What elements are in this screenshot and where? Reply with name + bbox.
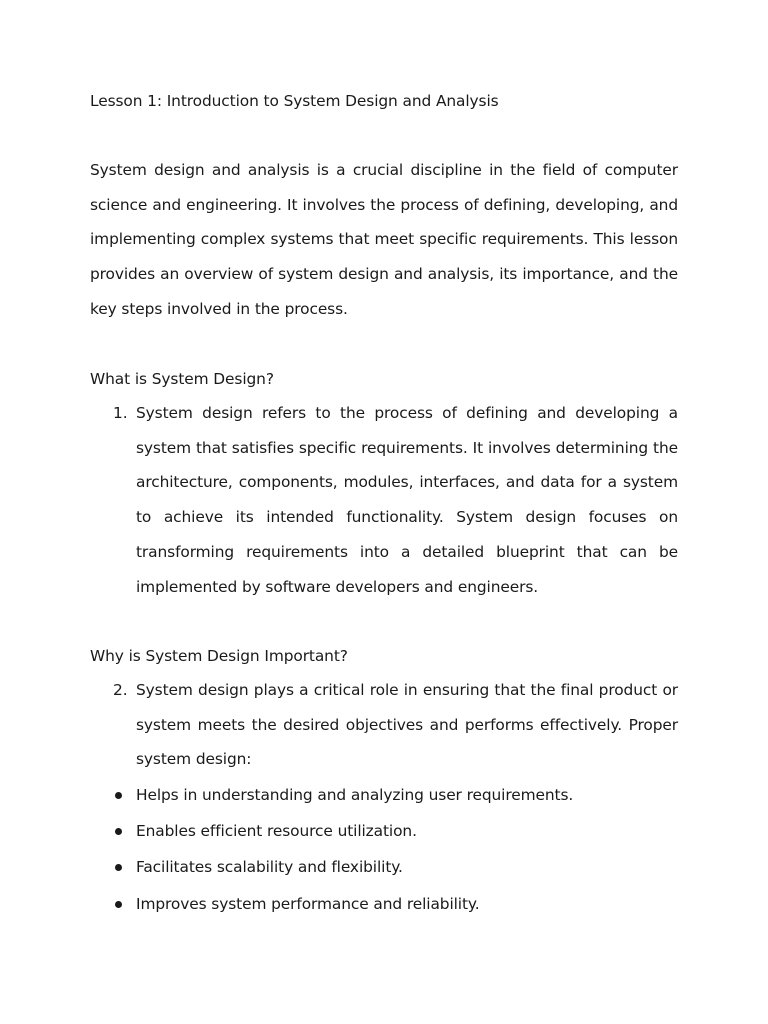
section-heading-what: What is System Design? (90, 370, 274, 388)
bullet-icon (115, 828, 122, 835)
list-item-2-text: System design plays a critical role in ensuring that the final product or system meets the desired objectives and performs effectively. Proper system design: (136, 681, 678, 769)
lesson-title: Lesson 1: Introduction to System Design and Analysis (90, 92, 499, 110)
list-number-1: 1. (113, 404, 128, 422)
intro-paragraph: System design and analysis is a crucial discipline in the field of computer science and engineering. It involves the process of defining, developing, and implementing complex systems that meet specific requirements. This lesson provides an overview of system design and analysis, its importance, and the key steps involved in the process. (90, 161, 678, 318)
list-number-2: 2. (113, 681, 128, 699)
bullet-icon (115, 792, 122, 799)
section-heading-why: Why is System Design Important? (90, 647, 348, 665)
bullet-item: Facilitates scalability and flexibility. (136, 858, 403, 876)
bullet-item: Enables efficient resource utilization. (136, 822, 417, 840)
list-item-1-text: System design refers to the process of defining and developing a system that satisfies specific requirements. It involves determining the architecture, components, modules, interfaces, and data for a system to achieve its intended functionality. System design focuses on transforming requirements into a detailed blueprint that can be implemented by software developers and engineers. (136, 404, 678, 596)
bullet-item: Improves system performance and reliability. (136, 895, 480, 913)
bullet-icon (115, 901, 122, 908)
bullet-item: Helps in understanding and analyzing user requirements. (136, 786, 574, 804)
bullet-icon (115, 864, 122, 871)
